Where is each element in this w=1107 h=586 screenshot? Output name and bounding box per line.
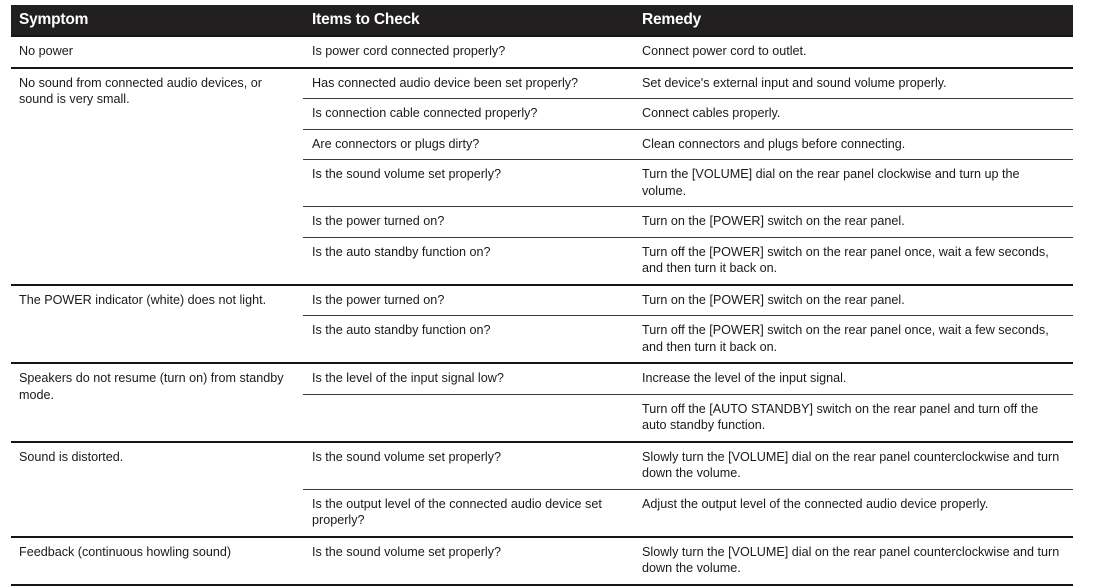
cell-remedy: Turn the [VOLUME] dial on the rear panel clockwise and turn up the volume. bbox=[633, 160, 1073, 207]
cell-remedy: Turn off the [POWER] switch on the rear panel once, wait a few seconds, and then turn it back on. bbox=[633, 316, 1073, 364]
column-header-remedy: Remedy bbox=[633, 5, 1073, 36]
cell-items-to-check: Has connected audio device been set properly? bbox=[303, 68, 633, 99]
table-row bbox=[11, 363, 1073, 394]
table-row bbox=[11, 68, 1073, 99]
cell-remedy: Connect power cord to outlet. bbox=[633, 36, 1073, 68]
table-bottom-rule bbox=[11, 585, 1073, 586]
cell-items-to-check: Is the sound volume set properly? bbox=[303, 160, 633, 207]
cell-symptom: No power bbox=[11, 36, 303, 68]
cell-remedy: Set device's external input and sound volume properly. bbox=[633, 68, 1073, 99]
column-header-symptom: Symptom bbox=[11, 5, 303, 36]
bottom-rule-remedy bbox=[633, 585, 1073, 586]
cell-items-to-check: Is the power turned on? bbox=[303, 207, 633, 238]
cell-items-to-check: Is the sound volume set properly? bbox=[303, 537, 633, 585]
cell-items-to-check: Is the auto standby function on? bbox=[303, 316, 633, 364]
table-header bbox=[11, 5, 1073, 36]
bottom-rule-check bbox=[303, 585, 633, 586]
table-row bbox=[11, 285, 1073, 316]
table-row bbox=[11, 36, 1073, 68]
cell-remedy: Turn off the [POWER] switch on the rear panel once, wait a few seconds, and then turn it back on. bbox=[633, 237, 1073, 285]
cell-symptom: Sound is distorted. bbox=[11, 442, 303, 537]
table-row bbox=[11, 537, 1073, 585]
cell-items-to-check: Is power cord connected properly? bbox=[303, 36, 633, 68]
cell-items-to-check: Is the power turned on? bbox=[303, 285, 633, 316]
cell-remedy: Turn on the [POWER] switch on the rear panel. bbox=[633, 285, 1073, 316]
cell-items-to-check: Are connectors or plugs dirty? bbox=[303, 129, 633, 160]
cell-items-to-check: Is connection cable connected properly? bbox=[303, 99, 633, 130]
bottom-rule-symptom bbox=[11, 585, 303, 586]
troubleshooting-table-wrapper bbox=[11, 5, 1073, 586]
cell-symptom: The POWER indicator (white) does not light. bbox=[11, 285, 303, 364]
cell-remedy: Turn off the [AUTO STANDBY] switch on the rear panel and turn off the auto standby function. bbox=[633, 394, 1073, 442]
cell-remedy: Slowly turn the [VOLUME] dial on the rear panel counterclockwise and turn down the volume. bbox=[633, 537, 1073, 585]
cell-remedy: Turn on the [POWER] switch on the rear panel. bbox=[633, 207, 1073, 238]
header-row bbox=[11, 5, 1073, 36]
cell-items-to-check: Is the level of the input signal low? bbox=[303, 363, 633, 394]
cell-items-to-check: Is the output level of the connected audio device set properly? bbox=[303, 489, 633, 537]
cell-symptom: No sound from connected audio devices, or sound is very small. bbox=[11, 68, 303, 285]
cell-remedy: Clean connectors and plugs before connecting. bbox=[633, 129, 1073, 160]
cell-remedy: Increase the level of the input signal. bbox=[633, 363, 1073, 394]
table-row bbox=[11, 442, 1073, 490]
cell-remedy: Adjust the output level of the connected audio device properly. bbox=[633, 489, 1073, 537]
cell-remedy: Slowly turn the [VOLUME] dial on the rear panel counterclockwise and turn down the volume. bbox=[633, 442, 1073, 490]
cell-remedy: Connect cables properly. bbox=[633, 99, 1073, 130]
cell-items-to-check: Is the auto standby function on? bbox=[303, 237, 633, 285]
cell-items-to-check: Is the sound volume set properly? bbox=[303, 442, 633, 490]
table-body bbox=[11, 36, 1073, 586]
troubleshooting-table bbox=[11, 5, 1073, 586]
cell-items-to-check bbox=[303, 394, 633, 442]
cell-symptom: Speakers do not resume (turn on) from standby mode. bbox=[11, 363, 303, 442]
column-header-items-to-check: Items to Check bbox=[303, 5, 633, 36]
cell-symptom: Feedback (continuous howling sound) bbox=[11, 537, 303, 585]
